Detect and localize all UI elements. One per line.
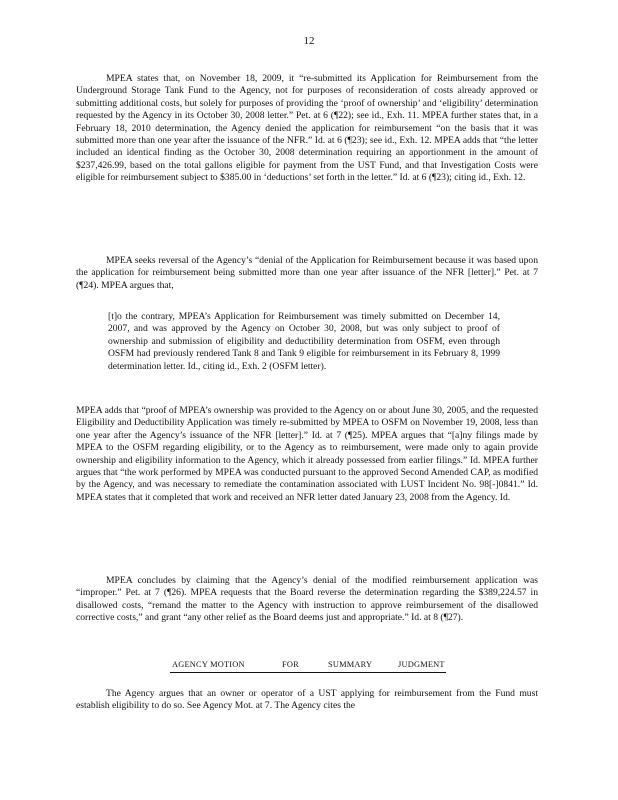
heading-part-2: FOR bbox=[282, 660, 299, 669]
paragraph-conclusion: MPEA concludes by claiming that the Agency’s denial of the modified reimbursement application was “improper.” Pet. at 7 (¶26). MPEA requests that the Board reverse the determination regarding the $389,224.57 in disallowed costs, “remand the matter to the Agency with instruction to approve reimbursement of the disallowed corrective costs,” and grant “any other relief as the Board deems just and appropriate.” Id. at 8 (¶27). bbox=[76, 575, 538, 624]
paragraph-ownership-proof: MPEA adds that “proof of MPEA’s ownership was provided to the Agency on or about June 30, 2005, and the requested Eligibility and Deductibility Application was timely re-submitted by MPEA to OSFM on November 19, 2008, less than one year after the Agency’s issuance of the NFR [letter].” Id. at 7 (¶25). MPEA argues that “[a]ny filings made by MPEA to the OSFM regarding eligibility, or to the Agency as to reimbursement, were made only to again provide ownership and eligibility information to the Agency, which it already possessed from earlier filings.” Id. MPEA further argues that “the work performed by MPEA was conducted pursuant to the approved Second Amended CAP, as modified by the Agency, and was necessary to remediate the contamination associated with LUST Incident No. 98[-]0841.” Id. MPEA states that it completed that work and received an NFR letter dated January 23, 2008 from the Agency. Id. bbox=[76, 405, 538, 503]
section-heading bbox=[170, 659, 446, 673]
block-quote: [t]o the contrary, MPEA’s Application for Reimbursement was timely submitted on December 14, 2007, and was approved by the Agency on October 30, 2008, but was only subject to proof of ownership and submission of eligibility and deductibility determination from OSFM, even through OSFM had previously rendered Tank 8 and Tank 9 eligible for reimbursement in its February 8, 1999 determination letter. Id., citing id., Exh. 2 (OSFM letter). bbox=[108, 311, 500, 372]
heading-part-3: SUMMARY bbox=[328, 660, 373, 669]
paragraph-agency-argument: The Agency argues that an owner or operator of a UST applying for reimbursement from the Fund must establish eligibility to do so. See Agency Mot. at 7. The Agency cites the bbox=[76, 688, 538, 712]
paragraph-resubmission: MPEA states that, on November 18, 2009, it “re-submitted its Application for Reimbursement from the Underground Storage Tank Fund to the Agency, not for purposes of reconsideration of costs already approved or submitting additional costs, but solely for purposes of providing the ‘proof of ownership’ and ‘eligibility’ determination requested by the Agency in its October 30, 2008 letter.” Pet. at 6 (¶22); see id., Exh. 11. MPEA further states that, in a February 18, 2010 determination, the Agency denied the application for reimbursement “on the basis that it was submitted more than one year after the issuance of the NFR.” Id. at 6 (¶23); see id., Exh. 12. MPEA adds that “the letter included an identical finding as the October 30, 2008 determination requiring an apportionment in the amount of $237,426.99, based on the total gallons eligible for payment from the UST Fund, and that Investigation Costs were eligible for reimbursement subject to $385.00 in ‘deductions’ set forth in the letter.” Id. at 6 (¶23); citing id., Exh. 12. bbox=[76, 73, 538, 184]
heading-part-4: JUDGMENT bbox=[398, 660, 445, 669]
paragraph-reversal-request: MPEA seeks reversal of the Agency’s “denial of the Application for Reimbursement because it was based upon the application for reimbursement being submitted more than one year after issuance of the NFR [letter].” Pet. at 7 (¶24). MPEA argues that, bbox=[76, 255, 538, 291]
heading-part-1: AGENCY MOTION bbox=[172, 660, 245, 669]
page-number: 12 bbox=[303, 35, 315, 47]
